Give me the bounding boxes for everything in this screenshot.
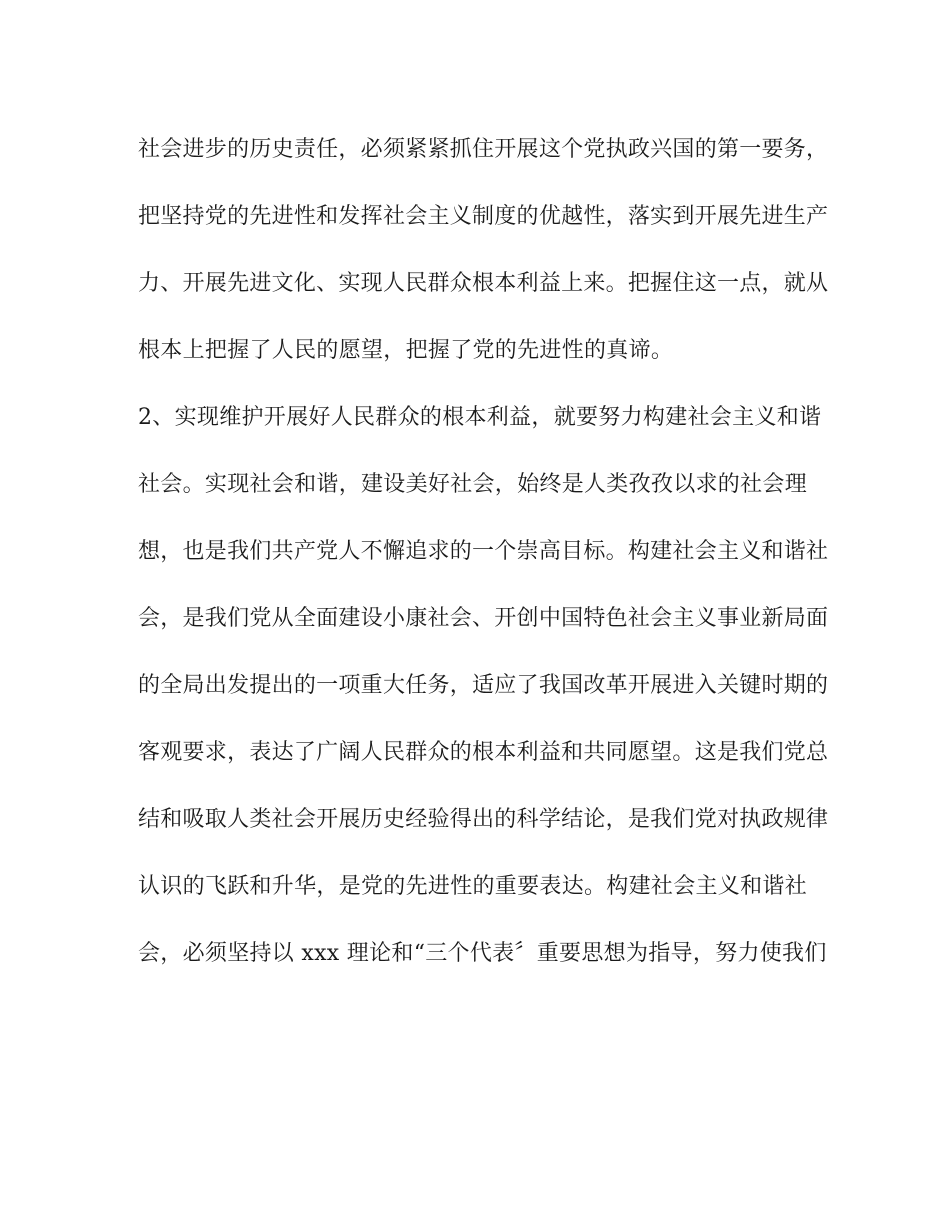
text-line: 会，是我们党从全面建设小康社会、开创中国特色社会主义事业新局面 bbox=[138, 606, 829, 631]
text-line: 力、开展先进文化、实现人民群众根本利益上来。把握住这一点，就从 bbox=[138, 271, 829, 296]
text-line: 会，必须坚持以 xxx 理论和“三个代表〞重要思想为指导，努力使我们 bbox=[138, 941, 827, 966]
text-line: 的全局出发提出的一项重大任务，适应了我国改革开展进入关键时期的 bbox=[138, 673, 829, 698]
text-line: 2、实现维护开展好人民群众的根本利益，就要努力构建社会主义和谐 bbox=[138, 405, 822, 430]
text-line: 社会进步的历史责任，必须紧紧抓住开展这个党执政兴国的第一要务， bbox=[138, 137, 829, 162]
text-line: 结和吸取人类社会开展历史经验得出的科学结论，是我们党对执政规律 bbox=[138, 807, 829, 832]
text-line: 把坚持党的先进性和发挥社会主义制度的优越性，落实到开展先进生产 bbox=[138, 204, 829, 229]
text-line: 根本上把握了人民的愿望，把握了党的先进性的真谛。 bbox=[138, 338, 674, 363]
text-line: 社会。实现社会和谐，建设美好社会，始终是人类孜孜以求的社会理 bbox=[138, 472, 808, 497]
text-line: 客观要求，表达了广阔人民群众的根本利益和共同愿望。这是我们党总 bbox=[138, 740, 829, 765]
text-line: 想，也是我们共产党人不懈追求的一个崇高目标。构建社会主义和谐社 bbox=[138, 539, 829, 564]
text-line: 认识的飞跃和升华，是党的先进性的重要表达。构建社会主义和谐社 bbox=[138, 874, 808, 899]
